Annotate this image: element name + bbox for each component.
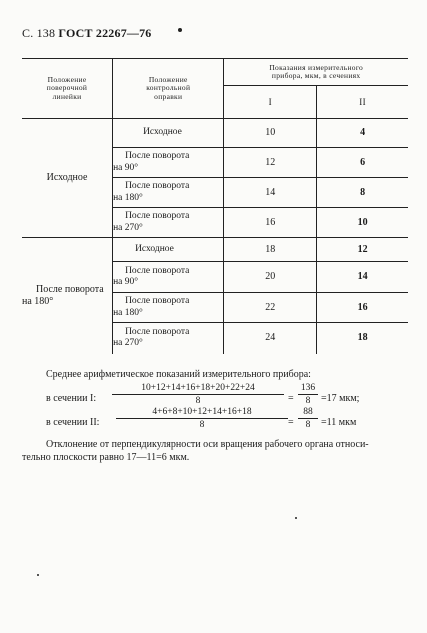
- reading-i: 24: [224, 323, 317, 354]
- ink-speck: [37, 574, 39, 576]
- section-ii-result: =11 мкм: [321, 417, 357, 428]
- reading-ii: 6: [317, 148, 408, 178]
- reading-ii: 10: [317, 208, 408, 238]
- section-ii-fraction-2: $\frac{88}{8}$: [298, 407, 318, 430]
- calc-intro: Среднее арифметическое показаний измерительного прибора:: [46, 369, 311, 380]
- col-mandrel-header: Положение контрольной оправки: [113, 59, 224, 119]
- reading-ii: 8: [317, 178, 408, 208]
- section-ii-label: в сечении II:: [46, 417, 100, 428]
- reading-ii: 4: [317, 119, 408, 148]
- section-i-fraction-2: $\frac{136}{8}$: [298, 383, 318, 406]
- readings-table: [22, 58, 408, 354]
- conclusion-line-1: Отклонение от перпендикулярности оси вращения рабочего органа относи-: [46, 439, 369, 450]
- mandrel-position: После поворота на 270°: [113, 208, 224, 238]
- section-i-equals: =: [288, 393, 294, 404]
- section-ii-fraction: $\frac{4+6+8+10+12+14+16+18}{8}$: [116, 407, 288, 430]
- section-i-result: =17 мкм;: [321, 393, 360, 404]
- mandrel-position: После поворота на 90°: [113, 262, 224, 293]
- col-ruler-header: Положение поверочной линейки: [22, 59, 113, 119]
- mandrel-position: После поворота на 90°: [113, 148, 224, 178]
- reading-ii: 14: [317, 262, 408, 293]
- mandrel-position: После поворота на 180°: [113, 178, 224, 208]
- reading-i: 16: [224, 208, 317, 238]
- page-header: [22, 26, 152, 41]
- table-row: [22, 238, 408, 262]
- standard-code: ГОСТ 22267—76: [58, 26, 152, 40]
- mandrel-position: После поворота на 270°: [113, 323, 224, 354]
- reading-i: 12: [224, 148, 317, 178]
- mandrel-position: Исходное: [113, 119, 224, 148]
- ruler-position-initial: Исходное: [22, 119, 113, 238]
- ink-speck: [295, 517, 297, 519]
- conclusion-line-2: тельно плоскости равно 17—11=6 мкм.: [22, 452, 190, 463]
- reading-ii: 16: [317, 293, 408, 323]
- section-ii-header: II: [317, 86, 408, 119]
- reading-i: 20: [224, 262, 317, 293]
- reading-i: 10: [224, 119, 317, 148]
- col-readings-header: Показания измерительного прибора, мкм, в сечениях: [224, 59, 408, 86]
- section-i-header: I: [224, 86, 317, 119]
- mandrel-position: Исходное: [113, 238, 224, 262]
- reading-i: 22: [224, 293, 317, 323]
- ink-speck: [178, 28, 182, 32]
- reading-ii: 12: [317, 238, 408, 262]
- ruler-position-rotated-180: После поворота на 180°: [22, 238, 113, 354]
- mandrel-position: После поворота на 180°: [113, 293, 224, 323]
- reading-i: 18: [224, 238, 317, 262]
- section-i-fraction: $\frac{10+12+14+16+18+20+22+24}{8}$: [112, 383, 284, 406]
- reading-ii: 18: [317, 323, 408, 354]
- reading-i: 14: [224, 178, 317, 208]
- table-row: [22, 119, 408, 148]
- page-number: С. 138: [22, 26, 56, 40]
- section-i-label: в сечении I:: [46, 393, 97, 404]
- section-ii-equals: =: [288, 417, 294, 428]
